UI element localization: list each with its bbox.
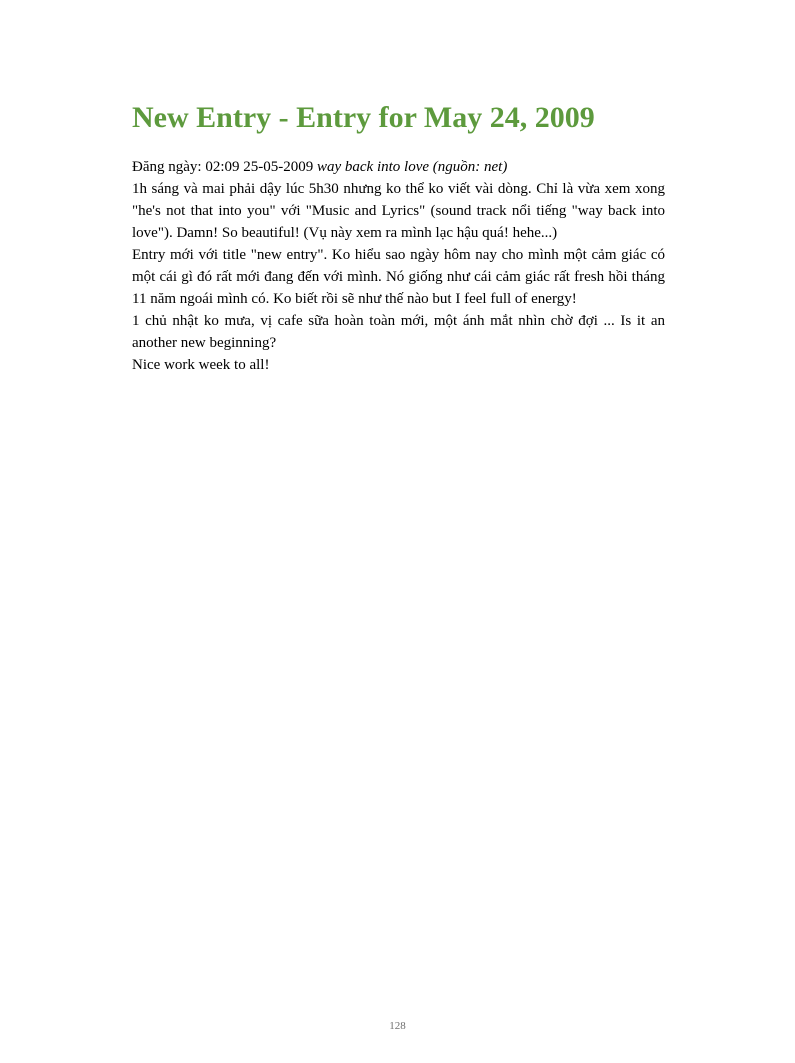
- entry-meta: [132, 156, 665, 178]
- entry-title: New Entry - Entry for May 24, 2009: [132, 101, 595, 134]
- entry-subtitle: way back into love (nguồn: net): [316, 159, 508, 175]
- posted-date: Đăng ngày: 02:09 25-05-2009: [132, 159, 314, 175]
- entry-paragraph: Nice work week to all!: [132, 357, 270, 373]
- entry-content: [132, 98, 665, 376]
- entry-paragraph: Entry mới với title "new entry". Ko hiểu sao ngày hôm nay cho mình một cảm giác có một cái gì đó rất mới đang đến với mình. Nó giống như cái cảm giác rất fresh hồi tháng 11 năm ngoái mình có. Ko biết rồi sẽ như thế nào but I feel full of energy!: [132, 247, 665, 307]
- entry-paragraph: 1 chủ nhật ko mưa, vị cafe sữa hoàn toàn mới, một ánh mắt nhìn chờ đợi ... Is it an another new beginning?: [132, 313, 665, 351]
- entry-paragraph: 1h sáng và mai phải dậy lúc 5h30 nhưng ko thể ko viết vài dòng. Chỉ là vừa xem xong "he's not that into you" với "Music and Lyrics" (sound track nổi tiếng "way back into love"). Damn! So beautiful! (Vụ này xem ra mình lạc hậu quá! hehe...): [132, 181, 665, 241]
- page-number: 128: [389, 1020, 406, 1032]
